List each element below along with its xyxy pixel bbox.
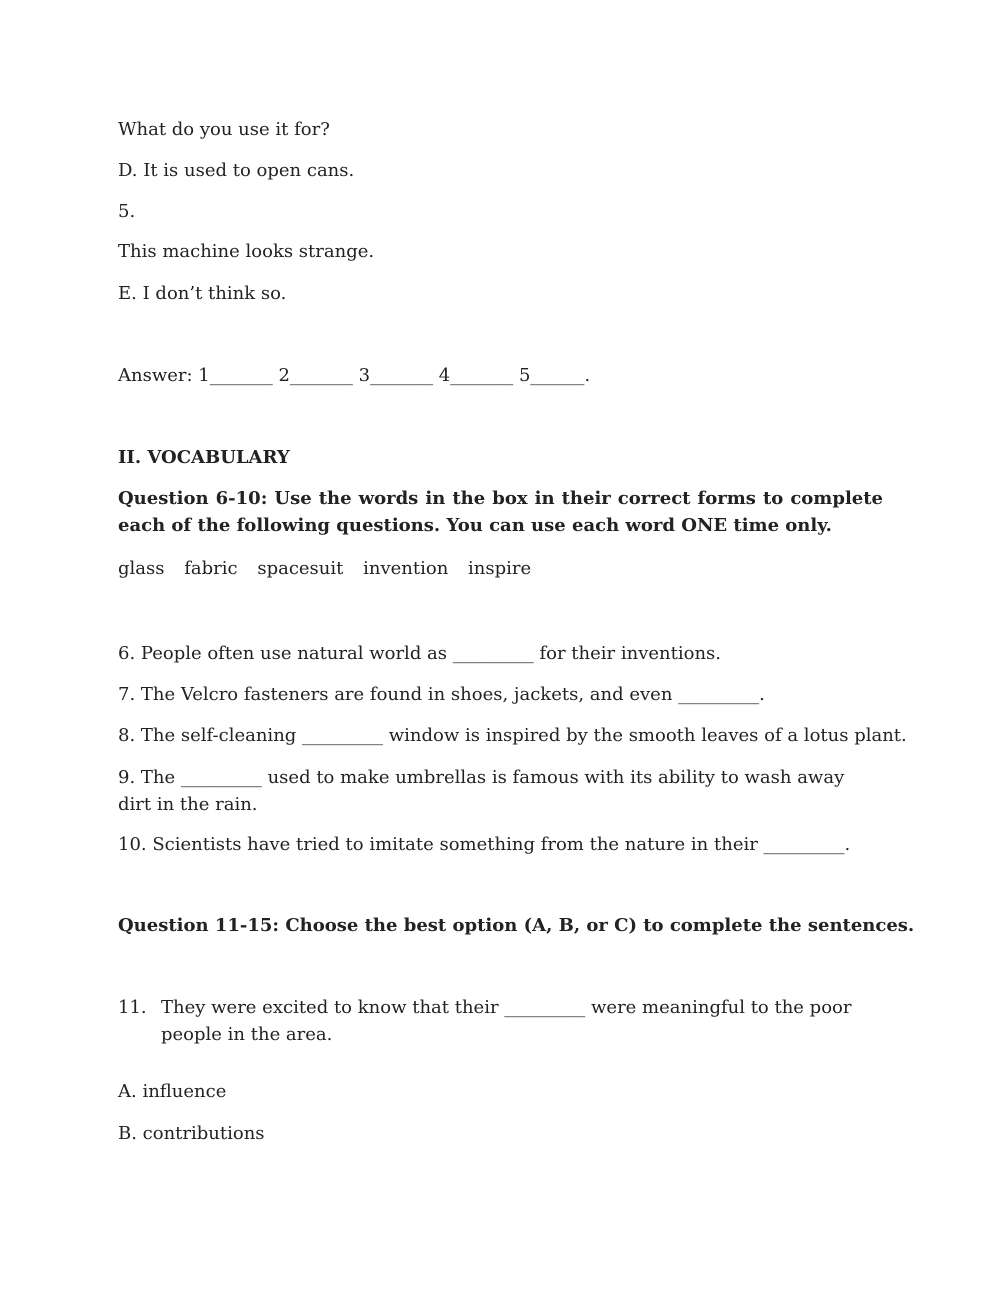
answer-line: Answer: 1_______ 2_______ 3_______ 4_______ 5______. (118, 365, 591, 386)
question-11-text: They were excited to know that their _________ were meaningful to the poor people in the area. (161, 997, 852, 1045)
word-inspire: inspire (468, 558, 532, 579)
vocab-item-6: 6. People often use natural world as _________ for their inventions. (118, 643, 721, 664)
option-d: D. It is used to open cans. (118, 160, 355, 181)
option-b: B. contributions (118, 1123, 265, 1144)
question-5-number: 5. (118, 201, 136, 222)
vocab-item-9: 9. The _________ used to make umbrellas is famous with its ability to wash away dirt in the rain. (118, 767, 845, 815)
vocab-item-7: 7. The Velcro fasteners are found in shoes, jackets, and even _________. (118, 684, 765, 705)
section-heading-vocabulary: II. VOCABULARY (118, 447, 290, 468)
question-5-prompt: This machine looks strange. (118, 241, 375, 262)
vocab-instruction: Question 6-10: Use the words in the box in their correct forms to complete each of the following questions. You can use each word ONE time only. (118, 488, 883, 536)
word-spacesuit: spacesuit (257, 558, 344, 579)
option-e: E. I don’t think so. (118, 283, 287, 304)
word-fabric: fabric (184, 558, 238, 579)
word-glass: glass (118, 558, 165, 579)
question-4-prompt: What do you use it for? (118, 119, 330, 140)
vocab-item-10: 10. Scientists have tried to imitate something from the nature in their _________. (118, 834, 851, 855)
word-box (118, 555, 545, 582)
vocab-item-8: 8. The self-cleaning _________ window is inspired by the smooth leaves of a lotus plant. (118, 725, 907, 746)
word-invention: invention (363, 558, 449, 579)
option-a: A. influence (118, 1081, 227, 1102)
question-11-number: 11. (118, 997, 147, 1018)
mcq-instruction: Question 11-15: Choose the best option (A, B, or C) to complete the sentences. (118, 915, 915, 936)
